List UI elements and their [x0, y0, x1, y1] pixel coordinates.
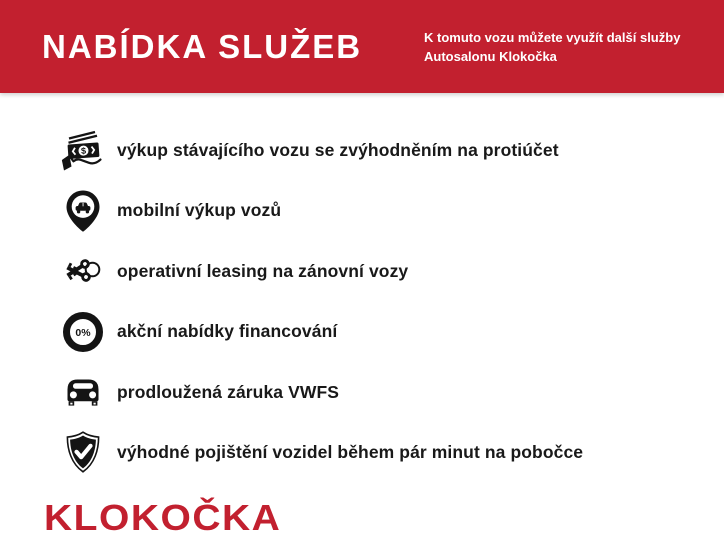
- shield-check-icon: [57, 428, 108, 478]
- service-row-financing: [0, 302, 724, 363]
- page-title: NABÍDKA SLUŽEB: [42, 27, 363, 65]
- header-subtitle: [424, 28, 696, 66]
- header-banner: [0, 0, 724, 93]
- car-front-icon: [57, 367, 108, 417]
- header-subtitle-line2: Autosalonu Klokočka: [424, 48, 557, 64]
- service-label: výkup stávajícího vozu se zvýhodněním na protiúčet: [117, 139, 559, 160]
- service-row-leasing: [0, 241, 724, 302]
- service-label: mobilní výkup vozů: [117, 200, 282, 221]
- svg-text:0%: 0%: [74, 326, 91, 339]
- services-list: [0, 93, 724, 483]
- service-row-warranty: [0, 362, 724, 423]
- service-row-mobile-buyback: [0, 181, 724, 242]
- car-keys-icon: [57, 246, 108, 296]
- header-subtitle-line1: K tomuto vozu můžete využít další služby: [424, 29, 681, 45]
- service-label: prodloužená záruka VWFS: [117, 381, 340, 402]
- zero-percent-icon: [57, 307, 108, 357]
- service-label: výhodné pojištění vozidel během pár minut na pobočce: [117, 442, 584, 463]
- service-row-buyback: [0, 120, 724, 181]
- service-row-insurance: [0, 423, 724, 484]
- money-in-hand-icon: [57, 125, 108, 175]
- svg-text:$: $: [80, 145, 86, 157]
- map-pin-car-icon: [57, 186, 108, 236]
- service-label: operativní leasing na zánovní vozy: [117, 260, 409, 281]
- service-label: akční nabídky financování: [117, 321, 338, 342]
- klokocka-logo: KLOKOČKA: [44, 498, 282, 539]
